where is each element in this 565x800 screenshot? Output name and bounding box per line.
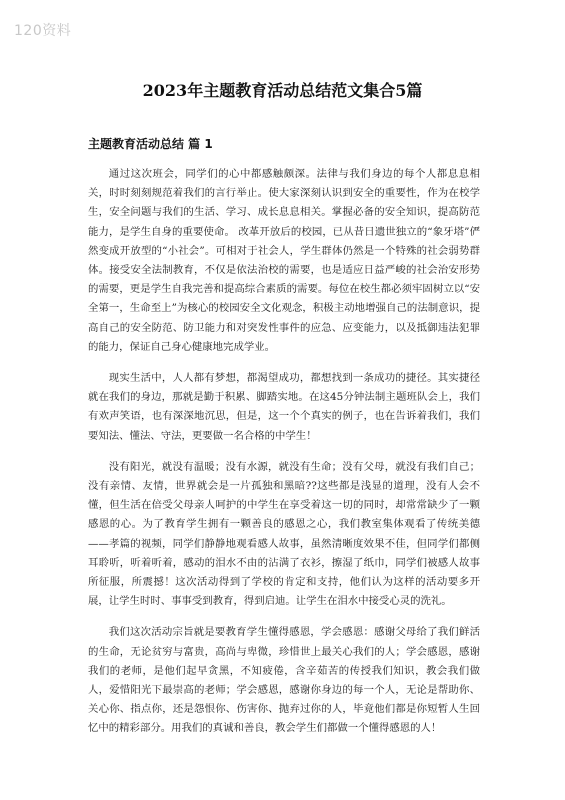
- paragraph: 我们这次活动宗旨就是要教育学生懂得感恩，学会感恩：感谢父母给了我们鲜活的生命，无论贫穷与富贵，高尚与卑微，珍惜世上最关心我们的人；学会感恩，感谢我们的老师，是他们起早贪黑，不知疲倦，含辛茹苦的传授我们知识，教会我们做人，爱惜阳光下最崇高的老师；学会感恩，感谢你身边的每一个人，无论是帮助你、关心你、指点你，还是怨恨你、伤害你、抛弃过你的人，毕竟他们都是你短暂人生回忆中的精彩部分。用我们的真诚和善良，教会学生们都做一个懂得感恩的人！: [88, 626, 480, 735]
- paragraph: 现实生活中，人人都有梦想，都渴望成功，都想找到一条成功的捷径。其实捷径就在我们的身边，那就是勤于积累、脚踏实地。在这45分钟法制主题班队会上，我们有欢声笑语，也有深深地沉思，但是，这一个个真实的例子，也在告诉着我们，我们要知法、懂法、守法，更要做一名合格的中学生！: [88, 372, 480, 442]
- watermark-logo: 120资料: [14, 23, 72, 39]
- document-body: [88, 165, 480, 751]
- paragraph: 没有阳光，就没有温暖；没有水源，就没有生命；没有父母，就没有我们自己；没有亲情、友情，世界就会是一片孤独和黑暗??这些都是浅显的道理，没有人会不懂，但生活在倍受父母亲人呵护的中学生在享受着这一切的同时，却常常缺少了一颗感恩的心。为了教育学生拥有一颗善良的感恩之心，我们教室集体观看了传统美德——孝篇的视频，同学们静静地观看感人故事，虽然清晰度效果不佳，但同学们都侧耳聆听，听着听着，感动的泪水不由的沾满了衣衫，擦湿了纸巾，同学们被感人故事所征服，所震撼！这次活动得到了学校的肯定和支持，他们认为这样的活动要多开展，让学生时时、事事受到教育，得到启迪。让学生在泪水中接受心灵的洗礼。: [88, 460, 480, 608]
- document-title: 2023年主题教育活动总结范文集合5篇: [142, 81, 423, 100]
- section-heading: 主题教育活动总结 篇 1: [88, 137, 213, 151]
- paragraph: 通过这次班会，同学们的心中都感触颇深。法律与我们身边的每个人都息息相关，时时刻刻规范着我们的言行举止。使大家深刻认识到安全的重要性，作为在校学生，安全问题与我们的生活、学习、成长息息相关。掌握必备的安全知识，提高防范能力，是学生自身的重要使命。 改革开放后的校园，已从昔日遗世独立的“象牙塔”俨然变成开放型的“小社会”。可相对于社会人，学生群体仍然是一个特殊的社会弱势群体。接受安全法制教育，不仅是依法治校的需要，也是适应日益严峻的社会治安形势的需要，更是学生自我完善和提高综合素质的需要。每位在校生都必须牢固树立以“安全第一，生命至上”为核心的校园安全文化观念，积极主动地增强自己的法制意识，提高自己的安全防范、防卫能力和对突发性事件的应急、应变能力，以及抵御违法犯罪的能力，保证自己身心健康地完成学业。: [88, 168, 480, 353]
